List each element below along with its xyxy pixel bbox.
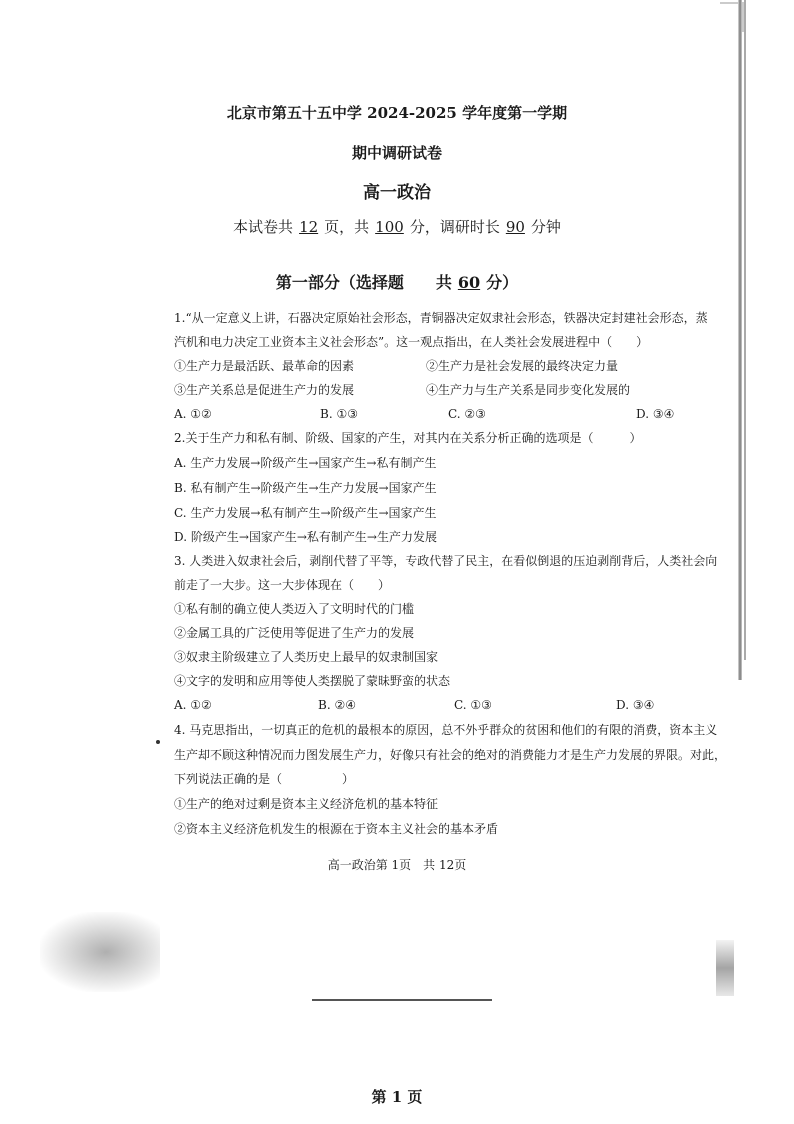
q1-choice-a: A. ①②: [174, 407, 212, 421]
q2-choice-a: A. 生产力发展→阶级产生→国家产生→私有制产生: [174, 456, 437, 470]
q2-choice-c: C. 生产力发展→私有制产生→阶级产生→国家产生: [174, 506, 437, 520]
q3-option-4: ④文字的发明和应用等使人类摆脱了蒙昧野蛮的状态: [174, 674, 451, 688]
q1-option-1: ①生产力是最活跃、最革命的因素: [174, 359, 355, 373]
exam-subtitle: 期中调研试卷: [351, 144, 442, 162]
scan-binding-edge-inner: [744, 0, 746, 660]
q2-stem: 2.关于生产力和私有制、阶级、国家的产生，对其内在关系分析正确的选项是（ ）: [174, 431, 642, 445]
q1-choice-b: B. ①③: [320, 407, 358, 421]
exam-subject: 高一政治: [363, 183, 431, 203]
info-score: 100: [375, 218, 404, 236]
q1-choice-c: C. ②③: [448, 407, 486, 421]
q1-option-3: ③生产关系总是促进生产力的发展: [174, 383, 355, 397]
q3-choice-b: B. ②④: [318, 698, 356, 712]
scan-smudge: [40, 912, 160, 992]
page-footer: 高一政治第 1页 共 12页: [327, 858, 467, 872]
info-mid1: 页，共: [324, 218, 370, 236]
q3-stem-line2: 前走了一大步。这一大步体现在（ ）: [174, 578, 391, 592]
q3-choice-a: A. ①②: [174, 698, 212, 712]
q2-choice-b: B. 私有制产生→阶级产生→生产力发展→国家产生: [174, 481, 437, 495]
part-score: 60: [457, 273, 481, 292]
part-prefix: 第一部分（选择题 共: [275, 273, 452, 292]
scan-speck: [156, 740, 160, 744]
q1-option-2: ②生产力是社会发展的最终决定力量: [426, 359, 619, 373]
q3-option-2: ②金属工具的广泛使用等促进了生产力的发展: [174, 626, 415, 640]
info-minutes: 90: [505, 218, 525, 236]
info-mid2: 分，调研时长: [409, 218, 500, 236]
exam-title: 北京市第五十五中学 2024-2025 学年度第一学期: [226, 104, 568, 122]
q4-stem-line3: 下列说法正确的是（ ）: [174, 772, 355, 786]
page-number: 第 1 页: [371, 1088, 423, 1106]
part-heading: [0, 270, 794, 293]
q4-option-2: ②资本主义经济危机发生的根源在于资本主义社会的基本矛盾: [174, 822, 499, 836]
q2-choice-d: D. 阶级产生→国家产生→私有制产生→生产力发展: [174, 530, 437, 544]
q3-choice-c: C. ①③: [454, 698, 492, 712]
info-pages: 12: [299, 218, 319, 236]
info-prefix: 本试卷共: [233, 218, 294, 236]
q1-stem-line1: 1.“从一定意义上讲，石器决定原始社会形态，青铜器决定奴隶社会形态，铁器决定封建社会形态，蒸: [174, 311, 708, 325]
q3-choice-d: D. ③④: [616, 698, 655, 712]
q4-option-1: ①生产的绝对过剩是资本主义经济危机的基本特征: [174, 797, 439, 811]
q1-stem-line2: 汽机和电力决定工业资本主义社会形态”。这一观点指出，在人类社会发展进程中（ ）: [174, 335, 649, 349]
q3-stem-line1: 3. 人类进入奴隶社会后，剥削代替了平等，专政代替了民主，在看似倒退的压迫剥削背后，人类社会向: [174, 554, 718, 568]
q1-option-4: ④生产力与生产关系是同步变化发展的: [426, 383, 631, 397]
scan-mark: [716, 940, 734, 996]
q4-stem-line2: 生产却不顾这种情况而力图发展生产力，好像只有社会的绝对的消费能力才是生产力发展的界限。对此，: [174, 748, 727, 762]
info-suffix: 分钟: [530, 218, 561, 236]
q4-stem-line1: 4. 马克思指出，一切真正的危机的最根本的原因，总不外乎群众的贫困和他们的有限的消费，资本主义: [174, 723, 718, 737]
q3-option-1: ①私有制的确立使人类迈入了文明时代的门槛: [174, 602, 415, 616]
q3-option-3: ③奴隶主阶级建立了人类历史上最早的奴隶制国家: [174, 650, 439, 664]
part-suffix: 分）: [486, 273, 519, 292]
q1-choice-d: D. ③④: [636, 407, 675, 421]
bottom-rule: [312, 999, 492, 1001]
exam-info: [0, 216, 794, 237]
